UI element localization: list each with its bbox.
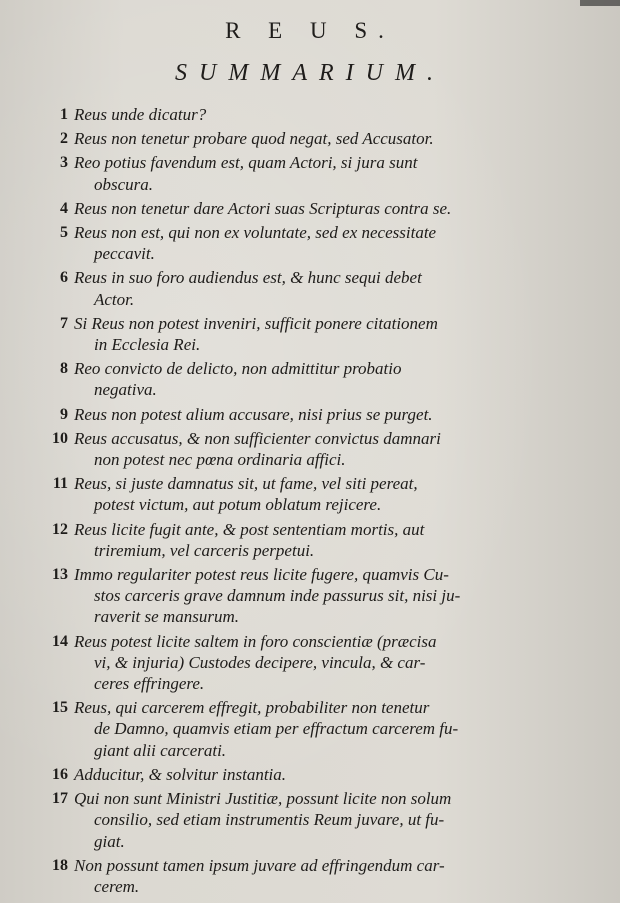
entry-text (72, 631, 606, 695)
entry-text (72, 564, 606, 628)
entry-continuation-line: Actor. (94, 289, 135, 309)
entry-number: 1 (60, 106, 68, 123)
page-corner-mark (580, 0, 620, 6)
summary-heading: SUMMARIUM. (175, 60, 445, 86)
summary-entry (40, 788, 606, 852)
entry-line: Qui non sunt Ministri Justitiæ, possunt licite non solum (74, 789, 452, 809)
summary-entry (40, 128, 606, 149)
summary-entry (40, 697, 606, 761)
entry-continuation-line: negativa. (94, 380, 157, 400)
summary-entry (40, 404, 606, 425)
entry-number: 14 (52, 632, 68, 650)
summary-entry (40, 267, 606, 309)
summary-entry (40, 473, 606, 515)
summary-entry (40, 152, 606, 194)
entry-line: Reus accusatus, & non sufficienter convictus damnari (74, 428, 441, 448)
entry-number: 7 (60, 314, 68, 332)
entry-number: 16 (52, 765, 68, 783)
entry-line: Reus unde dicatur? (74, 105, 207, 124)
entry-line: Reus non tenetur dare Actori suas Scripturas contra se. (74, 198, 452, 218)
entry-text (72, 267, 606, 309)
entry-text (72, 788, 606, 852)
entry-continuation-line: vi, & injuria) Custodes decipere, vincula, & car- (94, 652, 426, 672)
entry-text (72, 428, 606, 470)
entry-continuation-line: potest victum, aut potum oblatum rejicere. (94, 495, 382, 515)
entry-continuation-line: in Ecclesia Rei. (94, 335, 201, 355)
page-heading: R E U S. (225, 18, 395, 43)
entry-text (72, 404, 606, 425)
entry-continuation-line: peccavit. (94, 244, 155, 264)
entry-continuation-line: triremium, vel carceris perpetui. (94, 540, 315, 560)
summary-entry (40, 631, 606, 695)
entry-continuation-line: obscura. (94, 174, 154, 194)
entry-line: Adducitur, & solvitur instantia. (74, 764, 287, 784)
entry-text (72, 152, 606, 194)
entry-continuation-line: de Damno, quamvis etiam per effractum carcerem fu- (94, 719, 459, 739)
summary-list (40, 104, 606, 900)
entry-number: 17 (52, 790, 68, 808)
entry-number: 4 (60, 199, 68, 217)
entry-number: 11 (52, 475, 68, 493)
entry-text (72, 519, 606, 561)
summary-entry (40, 564, 606, 628)
entry-line: Reus in suo foro audiendus est, & hunc sequi debet (74, 268, 422, 288)
entry-number: 8 (60, 360, 68, 378)
entry-text (72, 358, 606, 400)
entry-number: 15 (52, 699, 68, 717)
summary-entry (40, 519, 606, 561)
entry-continuation-line: stos carceris grave damnum inde passurus sit, nisi ju- (94, 586, 461, 606)
entry-text (72, 222, 606, 264)
entry-line: Reus licite fugit ante, & post sententiam mortis, aut (74, 519, 425, 539)
entry-number: 12 (52, 520, 68, 538)
entry-text (72, 697, 606, 761)
summary-entry (40, 104, 606, 125)
summary-entry (40, 764, 606, 785)
entry-continuation-line: non potest nec pœna ordinaria affici. (94, 450, 346, 470)
entry-line: Reus non est, qui non ex voluntate, sed ex necessitate (74, 223, 437, 243)
entry-line: Reo convicto de delicto, non admittitur probatio (74, 359, 402, 379)
entry-line: Reus non tenetur probare quod negat, sed Accusator. (74, 129, 434, 149)
entry-line: Reo potius favendum est, quam Actori, si jura sunt (74, 153, 418, 173)
entry-number: 13 (52, 566, 68, 584)
entry-number: 6 (60, 269, 68, 287)
summary-entry (40, 358, 606, 400)
entry-continuation-line: giat. (94, 831, 125, 851)
summary-entry (40, 855, 606, 897)
entry-number: 5 (60, 224, 68, 242)
entry-number: 10 (52, 429, 68, 447)
entry-text (72, 128, 606, 149)
entry-line: Immo regulariter potest reus licite fugere, quamvis Cu- (74, 565, 449, 585)
entry-continuation-line: giant alii carcerati. (94, 740, 227, 760)
entry-number: 2 (60, 130, 68, 148)
entry-continuation-line: consilio, sed etiam instrumentis Reum juvare, ut fu- (94, 810, 445, 830)
entry-number: 3 (60, 154, 68, 172)
entry-text (72, 855, 606, 897)
summary-entry (40, 222, 606, 264)
entry-text (72, 198, 606, 219)
entry-continuation-line: cerem. (94, 876, 140, 896)
entry-line: Reus potest licite saltem in foro conscientiæ (præcisa (74, 631, 437, 651)
summary-entry (40, 198, 606, 219)
entry-line: Non possunt tamen ipsum juvare ad effringendum car- (74, 855, 445, 875)
entry-text (72, 104, 606, 125)
entry-number: 18 (52, 856, 68, 874)
entry-number: 9 (60, 405, 68, 423)
entry-continuation-line: raverit se mansurum. (94, 607, 239, 627)
entry-line: Reus non potest alium accusare, nisi prius se purget. (74, 404, 433, 424)
entry-line: Si Reus non potest inveniri, sufficit ponere citationem (74, 313, 438, 333)
entry-line: Reus, qui carcerem effregit, probabiliter non tenetur (74, 698, 430, 718)
entry-text (72, 313, 606, 355)
summary-entry (40, 428, 606, 470)
entry-line: Reus, si juste damnatus sit, ut fame, vel siti pereat, (74, 474, 418, 494)
entry-text (72, 764, 606, 785)
entry-continuation-line: ceres effringere. (94, 674, 205, 694)
entry-text (72, 473, 606, 515)
summary-entry (40, 313, 606, 355)
